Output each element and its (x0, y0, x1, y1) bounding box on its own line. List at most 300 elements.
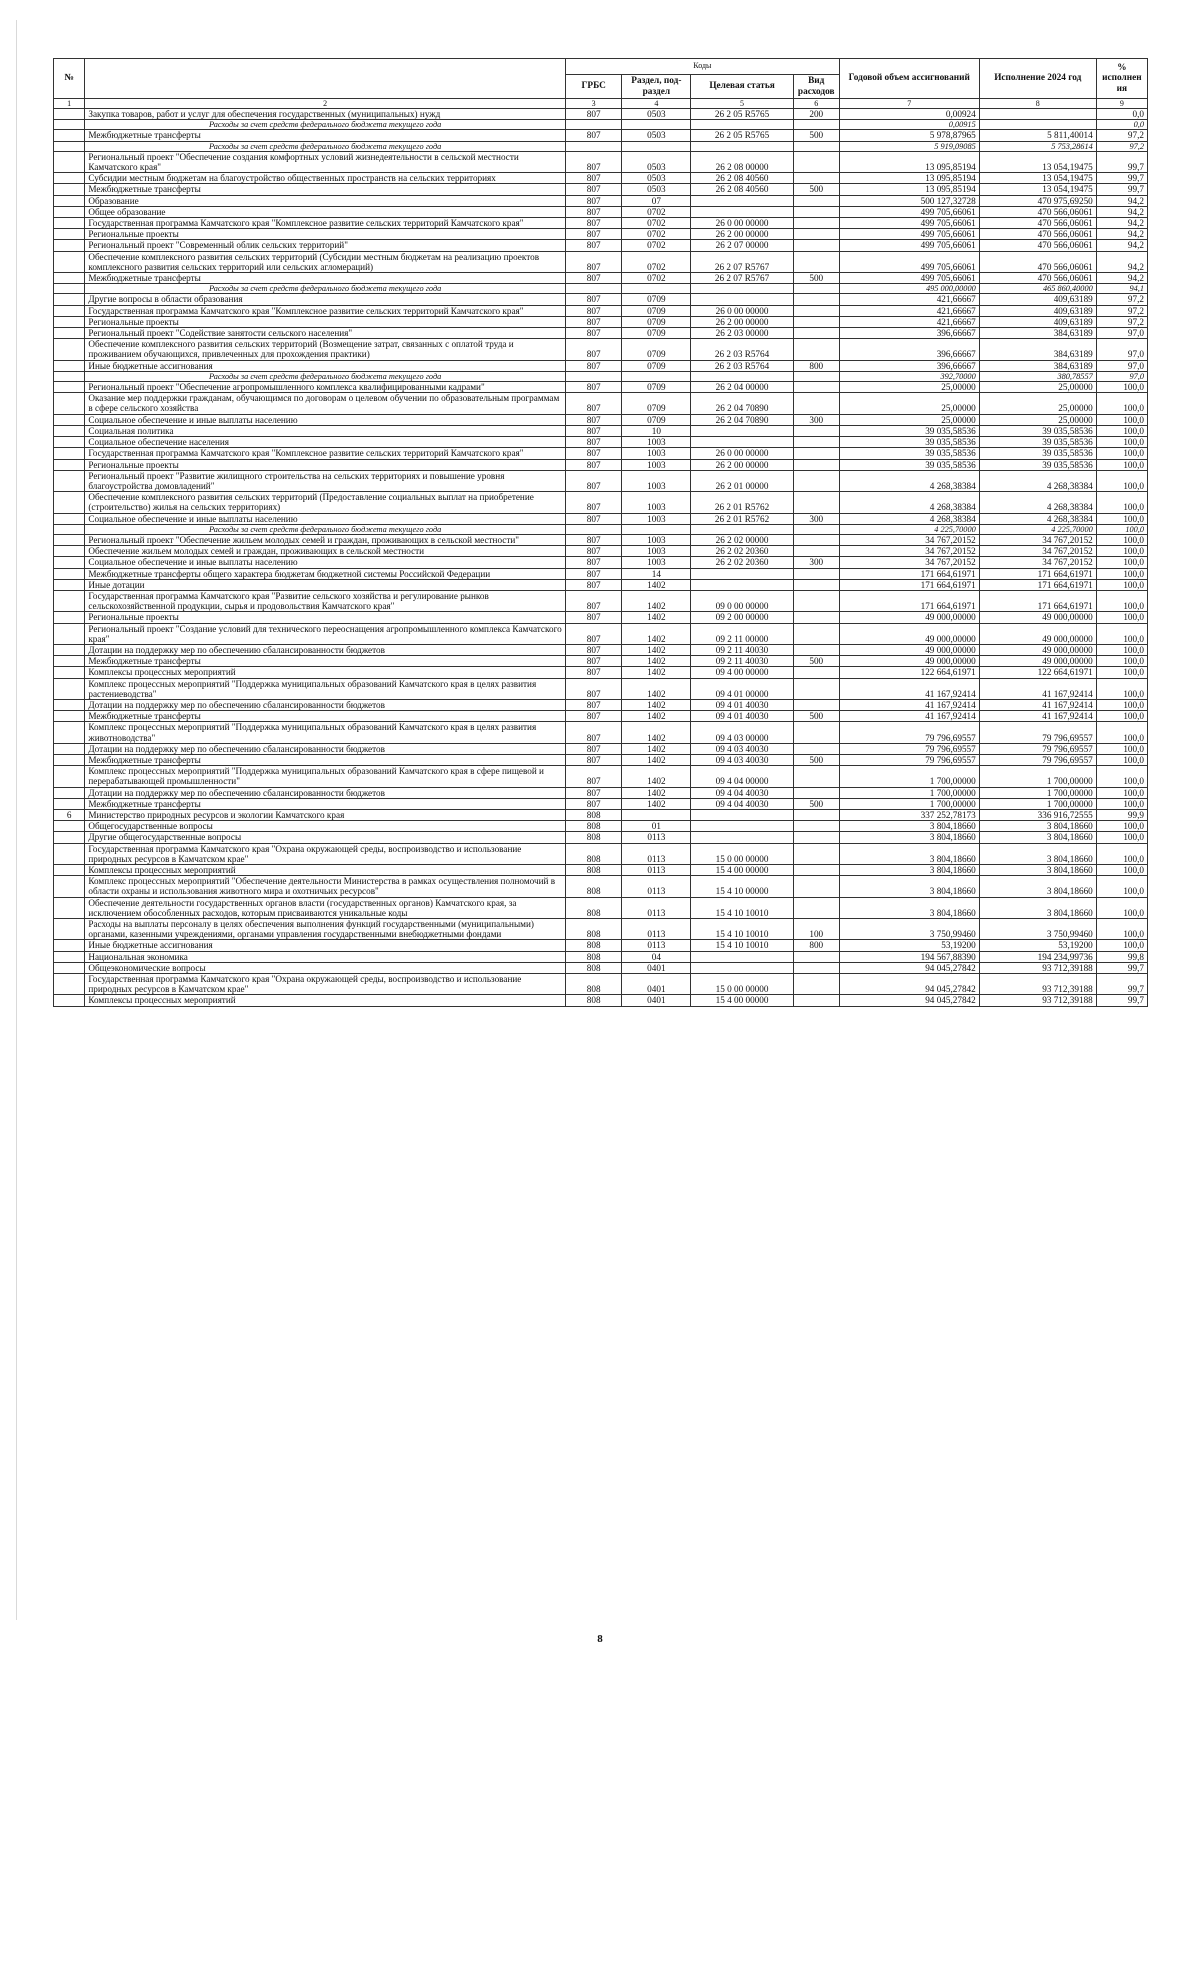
table-row (54, 470, 1148, 491)
row-name: Дотации на поддержку мер по обеспечению сбалансированности бюджетов (85, 644, 566, 655)
table-row (54, 414, 1148, 425)
row-pct: 99,7 (1096, 995, 1147, 1006)
row-exec: 3 804,18660 (979, 876, 1096, 897)
header-pct: % исполнения (1096, 59, 1147, 99)
row-section: 1003 (622, 459, 691, 470)
row-pct: 100,0 (1096, 667, 1147, 678)
row-annual: 3 804,18660 (839, 821, 979, 832)
row-number (54, 590, 85, 611)
row-grbs: 807 (565, 743, 621, 754)
table-row (54, 743, 1148, 754)
row-section: 0709 (622, 316, 691, 327)
row-name: Региональный проект "Обеспечение агропромышленного комплекса квалифицированными кадрами" (85, 382, 566, 393)
row-section: 0709 (622, 360, 691, 371)
row-article: 26 2 04 70890 (691, 414, 793, 425)
row-article (691, 371, 793, 381)
row-article: 26 2 03 R5764 (691, 339, 793, 360)
row-pct: 94,2 (1096, 273, 1147, 284)
row-exec: 1 700,00000 (979, 787, 1096, 798)
row-pct: 97,2 (1096, 305, 1147, 316)
row-number (54, 184, 85, 195)
row-exec: 79 796,69557 (979, 722, 1096, 743)
header-annual: Годовой объем ассигнований (839, 59, 979, 99)
row-article: 26 2 01 00000 (691, 470, 793, 491)
row-annual: 337 252,78173 (839, 810, 979, 821)
row-article: 26 2 04 70890 (691, 393, 793, 414)
row-exp-type: 500 (793, 711, 839, 722)
row-name: Комплексы процессных мероприятий (85, 865, 566, 876)
row-annual: 5 978,87965 (839, 130, 979, 141)
row-grbs: 808 (565, 962, 621, 973)
row-exec: 1 700,00000 (979, 798, 1096, 809)
row-name: Межбюджетные трансферты (85, 711, 566, 722)
row-pct: 94,2 (1096, 229, 1147, 240)
row-exp-type (793, 832, 839, 843)
row-section: 1402 (622, 798, 691, 809)
row-section: 0113 (622, 865, 691, 876)
row-number (54, 534, 85, 545)
table-row (54, 316, 1148, 327)
row-exec: 13 054,19475 (979, 173, 1096, 184)
table-row (54, 492, 1148, 513)
row-exp-type (793, 546, 839, 557)
row-grbs: 807 (565, 667, 621, 678)
row-grbs: 807 (565, 766, 621, 787)
row-section: 1003 (622, 448, 691, 459)
row-number (54, 557, 85, 568)
column-number: 3 (565, 99, 621, 109)
row-pct: 97,0 (1096, 360, 1147, 371)
row-section: 1402 (622, 766, 691, 787)
row-exp-type (793, 810, 839, 821)
row-grbs: 807 (565, 754, 621, 765)
row-number (54, 371, 85, 381)
row-article (691, 206, 793, 217)
federal-funds-row (54, 371, 1148, 381)
row-exec: 5 811,40014 (979, 130, 1096, 141)
row-exp-type (793, 766, 839, 787)
row-number (54, 328, 85, 339)
row-annual: 1 700,00000 (839, 766, 979, 787)
row-pct: 100,0 (1096, 470, 1147, 491)
row-name: Общее образование (85, 206, 566, 217)
row-name: Межбюджетные трансферты (85, 656, 566, 667)
row-exp-type (793, 524, 839, 534)
row-annual: 79 796,69557 (839, 743, 979, 754)
column-number: 5 (691, 99, 793, 109)
row-section: 0709 (622, 382, 691, 393)
row-grbs: 807 (565, 711, 621, 722)
row-article (691, 579, 793, 590)
row-number (54, 284, 85, 294)
row-annual: 49 000,00000 (839, 644, 979, 655)
table-row (54, 218, 1148, 229)
scan-edge (16, 20, 17, 1620)
row-section: 0503 (622, 184, 691, 195)
row-section: 1402 (622, 722, 691, 743)
row-annual: 39 035,58536 (839, 448, 979, 459)
row-annual: 499 705,66061 (839, 240, 979, 251)
row-exp-type (793, 821, 839, 832)
row-name: Региональный проект "Создание условий для технического переоснащения агропромышленного комплекса Камчатского края" (85, 623, 566, 644)
row-section: 0709 (622, 414, 691, 425)
row-name: Государственная программа Камчатского края "Комплексное развитие сельских территорий Камчатского края" (85, 305, 566, 316)
federal-funds-row (54, 120, 1148, 130)
row-grbs: 807 (565, 251, 621, 272)
row-exp-type (793, 470, 839, 491)
row-exec: 380,78557 (979, 371, 1096, 381)
table-row (54, 273, 1148, 284)
table-row (54, 240, 1148, 251)
row-section (622, 810, 691, 821)
row-exp-type (793, 951, 839, 962)
row-pct: 100,0 (1096, 678, 1147, 699)
row-article: 26 0 00 00000 (691, 448, 793, 459)
row-name: Комплекс процессных мероприятий "Поддержка муниципальных образований Камчатского края в целях развития животноводства" (85, 722, 566, 743)
row-section: 0401 (622, 995, 691, 1006)
row-grbs: 807 (565, 240, 621, 251)
row-exp-type (793, 382, 839, 393)
row-section: 1003 (622, 534, 691, 545)
row-number (54, 218, 85, 229)
row-name: Иные бюджетные ассигнования (85, 360, 566, 371)
table-row (54, 699, 1148, 710)
row-exec: 470 566,06061 (979, 218, 1096, 229)
table-row (54, 184, 1148, 195)
row-name: Межбюджетные трансферты общего характера бюджетам бюджетной системы Российской Федерации (85, 568, 566, 579)
row-annual: 3 804,18660 (839, 876, 979, 897)
row-number (54, 699, 85, 710)
row-annual: 79 796,69557 (839, 754, 979, 765)
row-article (691, 294, 793, 305)
table-row (54, 995, 1148, 1006)
row-pct: 100,0 (1096, 821, 1147, 832)
row-exp-type (793, 448, 839, 459)
row-section: 0401 (622, 962, 691, 973)
row-exp-type: 300 (793, 513, 839, 524)
row-name: Закупка товаров, работ и услуг для обеспечения государственных (муниципальных) нужд (85, 109, 566, 120)
row-section: 1003 (622, 470, 691, 491)
row-exec: 34 767,20152 (979, 534, 1096, 545)
row-annual: 4 268,38384 (839, 470, 979, 491)
row-article: 26 2 05 R5765 (691, 130, 793, 141)
row-pct: 100,0 (1096, 612, 1147, 623)
table-row (54, 590, 1148, 611)
row-exec: 93 712,39188 (979, 974, 1096, 995)
row-article: 09 4 04 40030 (691, 798, 793, 809)
row-article: 09 4 04 00000 (691, 766, 793, 787)
row-pct: 100,0 (1096, 656, 1147, 667)
row-number (54, 995, 85, 1006)
row-exp-type (793, 459, 839, 470)
column-number: 8 (979, 99, 1096, 109)
row-article: 26 0 00 00000 (691, 305, 793, 316)
table-row (54, 678, 1148, 699)
row-pct: 100,0 (1096, 393, 1147, 414)
row-article: 26 2 01 R5762 (691, 492, 793, 513)
row-number (54, 821, 85, 832)
row-article: 26 2 08 00000 (691, 151, 793, 172)
row-number (54, 437, 85, 448)
row-exec: 384,63189 (979, 339, 1096, 360)
row-section: 10 (622, 425, 691, 436)
row-name: Региональный проект "Обеспечение жильем молодых семей и граждан, проживающих в сельской местности" (85, 534, 566, 545)
row-grbs: 807 (565, 305, 621, 316)
table-row (54, 328, 1148, 339)
row-exec: 5 753,28614 (979, 141, 1096, 151)
row-annual: 421,66667 (839, 305, 979, 316)
row-annual: 1 700,00000 (839, 798, 979, 809)
row-name: Региональные проекты (85, 316, 566, 327)
row-grbs: 807 (565, 173, 621, 184)
table-row (54, 305, 1148, 316)
row-exp-type (793, 305, 839, 316)
row-exp-type: 300 (793, 557, 839, 568)
row-exec: 93 712,39188 (979, 995, 1096, 1006)
row-section: 0113 (622, 919, 691, 940)
row-exec: 39 035,58536 (979, 437, 1096, 448)
row-annual: 25,00000 (839, 382, 979, 393)
row-pct: 94,1 (1096, 284, 1147, 294)
row-exp-type (793, 151, 839, 172)
table-row (54, 644, 1148, 655)
row-exp-type (793, 667, 839, 678)
row-exp-type (793, 590, 839, 611)
row-section: 0113 (622, 897, 691, 918)
row-article: 26 2 00 00000 (691, 459, 793, 470)
row-pct: 100,0 (1096, 711, 1147, 722)
row-grbs: 807 (565, 568, 621, 579)
row-exp-type (793, 328, 839, 339)
table-row (54, 843, 1148, 864)
row-grbs: 807 (565, 437, 621, 448)
row-article: 26 2 07 00000 (691, 240, 793, 251)
row-pct: 99,8 (1096, 951, 1147, 962)
row-pct: 100,0 (1096, 865, 1147, 876)
page-number: 8 (597, 1633, 603, 1645)
row-grbs: 807 (565, 151, 621, 172)
row-pct: 0,0 (1096, 109, 1147, 120)
row-section: 0401 (622, 974, 691, 995)
row-article (691, 284, 793, 294)
row-article: 09 4 00 00000 (691, 667, 793, 678)
row-exec: 194 234,99736 (979, 951, 1096, 962)
row-name: Оказание мер поддержки гражданам, обучающимся по договорам о целевом обучении по образовательным программам в сфере сельского хозяйства (85, 393, 566, 414)
row-annual: 3 804,18660 (839, 865, 979, 876)
row-name: Государственная программа Камчатского края "Комплексное развитие сельских территорий Камчатского края" (85, 218, 566, 229)
row-article: 26 2 01 R5762 (691, 513, 793, 524)
row-grbs: 808 (565, 919, 621, 940)
table-row (54, 437, 1148, 448)
row-grbs: 807 (565, 382, 621, 393)
row-exp-type (793, 865, 839, 876)
table-row (54, 667, 1148, 678)
row-annual: 3 804,18660 (839, 832, 979, 843)
row-number (54, 787, 85, 798)
row-article: 26 2 02 00000 (691, 534, 793, 545)
row-exec: 3 804,18660 (979, 843, 1096, 864)
table-row (54, 787, 1148, 798)
row-number (54, 206, 85, 217)
table-row (54, 656, 1148, 667)
row-grbs: 807 (565, 470, 621, 491)
row-number (54, 459, 85, 470)
row-name: Региональный проект "Развитие жилищного строительства на сельских территориях и повышение уровня благоустройства домовладений" (85, 470, 566, 491)
row-pct: 100,0 (1096, 843, 1147, 864)
row-number (54, 766, 85, 787)
row-exp-type (793, 393, 839, 414)
row-name: Межбюджетные трансферты (85, 798, 566, 809)
row-annual: 13 095,85194 (839, 151, 979, 172)
row-grbs: 808 (565, 951, 621, 962)
row-section: 0113 (622, 843, 691, 864)
row-grbs: 807 (565, 316, 621, 327)
row-exec: 4 268,38384 (979, 470, 1096, 491)
table-row (54, 612, 1148, 623)
row-number (54, 897, 85, 918)
row-article: 26 2 08 40560 (691, 173, 793, 184)
row-section: 0702 (622, 206, 691, 217)
federal-funds-row (54, 284, 1148, 294)
row-pct: 97,2 (1096, 294, 1147, 305)
row-exp-type (793, 251, 839, 272)
row-name: Межбюджетные трансферты (85, 130, 566, 141)
row-grbs: 808 (565, 876, 621, 897)
row-section: 1003 (622, 513, 691, 524)
row-article: 09 4 01 40030 (691, 699, 793, 710)
table-row (54, 382, 1148, 393)
column-number: 7 (839, 99, 979, 109)
row-name: Обеспечение комплексного развития сельских территорий (Субсидии местным бюджетам на реализацию проектов комплексного развития сельских территорий или сельских агломераций) (85, 251, 566, 272)
table-row (54, 130, 1148, 141)
row-article (691, 810, 793, 821)
row-article: 26 2 08 40560 (691, 184, 793, 195)
row-exp-type (793, 843, 839, 864)
budget-execution-table (53, 58, 1148, 1007)
row-name: Расходы за счет средств федерального бюджета текущего года (85, 524, 566, 534)
row-annual: 499 705,66061 (839, 206, 979, 217)
row-pct: 99,9 (1096, 810, 1147, 821)
row-section: 1402 (622, 678, 691, 699)
row-number (54, 240, 85, 251)
row-annual: 41 167,92414 (839, 711, 979, 722)
row-name: Социальное обеспечение населения (85, 437, 566, 448)
row-grbs: 807 (565, 184, 621, 195)
row-pct: 97,0 (1096, 371, 1147, 381)
row-grbs: 808 (565, 974, 621, 995)
row-article (691, 951, 793, 962)
row-pct: 100,0 (1096, 940, 1147, 951)
row-section: 1402 (622, 623, 691, 644)
row-exp-type (793, 120, 839, 130)
row-pct: 99,7 (1096, 962, 1147, 973)
row-grbs: 807 (565, 339, 621, 360)
row-pct: 99,7 (1096, 151, 1147, 172)
row-number (54, 940, 85, 951)
row-pct: 97,2 (1096, 130, 1147, 141)
table-row (54, 766, 1148, 787)
row-pct: 100,0 (1096, 798, 1147, 809)
row-article (691, 437, 793, 448)
row-number (54, 876, 85, 897)
row-number (54, 195, 85, 206)
row-number (54, 120, 85, 130)
row-pct: 100,0 (1096, 448, 1147, 459)
row-exp-type (793, 284, 839, 294)
row-grbs: 807 (565, 425, 621, 436)
row-pct: 100,0 (1096, 644, 1147, 655)
row-pct: 100,0 (1096, 787, 1147, 798)
row-section: 0113 (622, 832, 691, 843)
table-row (54, 754, 1148, 765)
row-article: 09 4 01 40030 (691, 711, 793, 722)
row-article: 15 4 10 00000 (691, 876, 793, 897)
header-codes: Коды (565, 59, 839, 75)
row-number (54, 393, 85, 414)
row-article: 09 2 11 40030 (691, 656, 793, 667)
row-section: 0503 (622, 151, 691, 172)
row-article: 09 4 01 00000 (691, 678, 793, 699)
table-row (54, 919, 1148, 940)
row-annual: 3 804,18660 (839, 897, 979, 918)
row-grbs: 807 (565, 492, 621, 513)
row-annual: 0,00915 (839, 120, 979, 130)
table-row (54, 821, 1148, 832)
table-row (54, 876, 1148, 897)
row-exp-type: 100 (793, 919, 839, 940)
table-row (54, 534, 1148, 545)
table-row (54, 251, 1148, 272)
table-row (54, 798, 1148, 809)
row-exp-type (793, 206, 839, 217)
row-grbs: 807 (565, 328, 621, 339)
row-exec: 41 167,92414 (979, 699, 1096, 710)
row-pct: 99,7 (1096, 173, 1147, 184)
row-number (54, 173, 85, 184)
row-section (622, 120, 691, 130)
row-exec: 25,00000 (979, 382, 1096, 393)
row-section: 1003 (622, 557, 691, 568)
row-number (54, 656, 85, 667)
row-pct: 100,0 (1096, 437, 1147, 448)
row-number (54, 448, 85, 459)
row-exp-type (793, 173, 839, 184)
row-exec: 470 566,06061 (979, 229, 1096, 240)
row-exp-type (793, 195, 839, 206)
row-section: 14 (622, 568, 691, 579)
row-name: Образование (85, 195, 566, 206)
row-grbs: 807 (565, 130, 621, 141)
row-grbs: 807 (565, 206, 621, 217)
table-row (54, 722, 1148, 743)
header-name-blank (85, 59, 566, 99)
row-number (54, 612, 85, 623)
row-annual: 13 095,85194 (839, 173, 979, 184)
row-name: Региональные проекты (85, 612, 566, 623)
row-grbs: 808 (565, 832, 621, 843)
row-annual: 3 804,18660 (839, 843, 979, 864)
row-section: 1003 (622, 546, 691, 557)
row-name: Региональный проект "Содействие занятости сельского населения" (85, 328, 566, 339)
row-exec: 409,63189 (979, 305, 1096, 316)
row-annual: 499 705,66061 (839, 273, 979, 284)
row-name: Социальная политика (85, 425, 566, 436)
row-article: 09 4 03 40030 (691, 743, 793, 754)
table-row (54, 448, 1148, 459)
table-row (54, 109, 1148, 120)
row-exp-type: 300 (793, 414, 839, 425)
table-row (54, 951, 1148, 962)
